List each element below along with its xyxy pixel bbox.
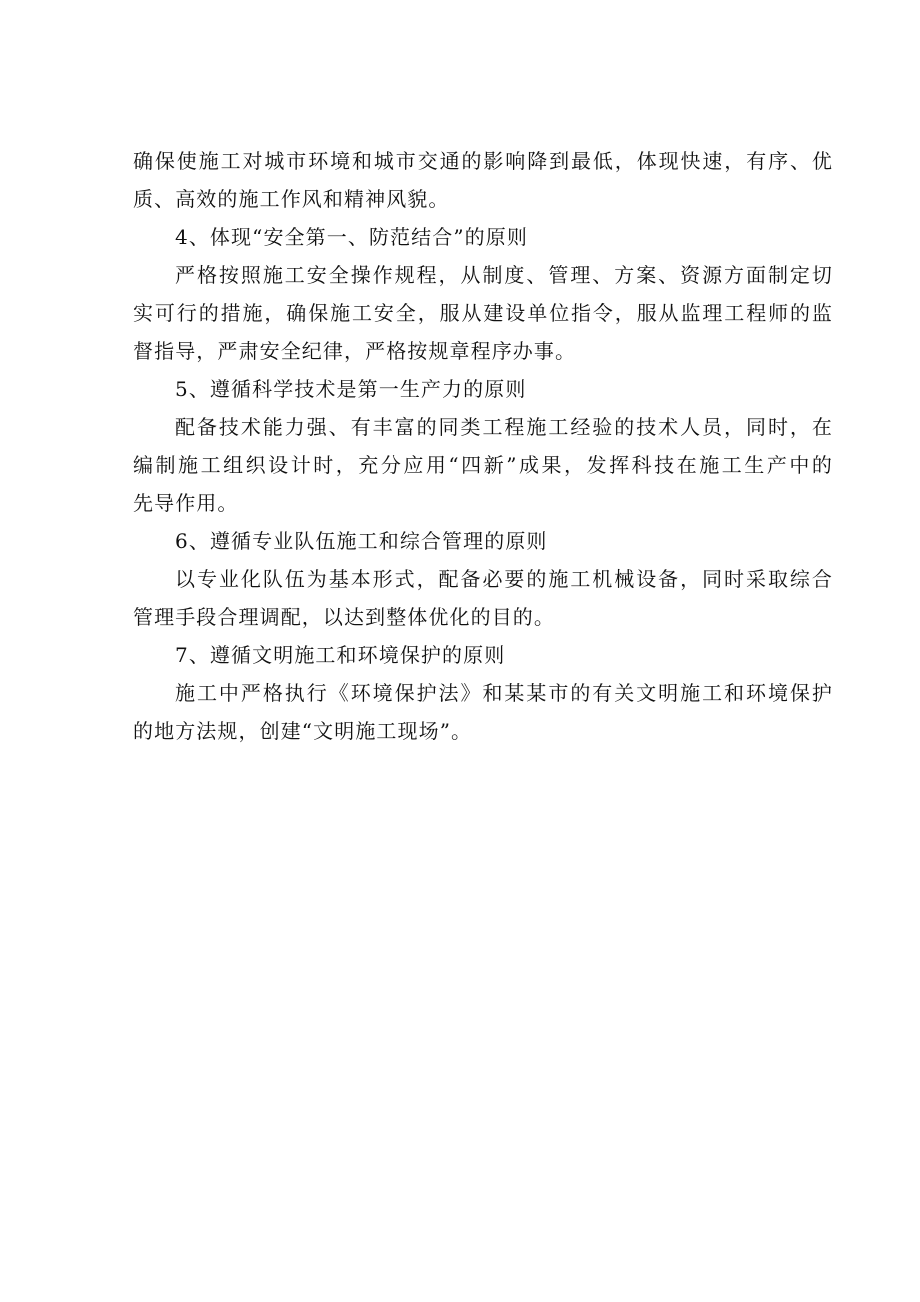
section-paragraph-6 — [133, 560, 833, 636]
paragraph-line: 实可行的措施，确保施工安全，服从建设单位指令，服从监理工程师的监 — [133, 301, 833, 325]
section-heading-7: 7、遵循文明施工和环境保护的原则 — [175, 643, 506, 667]
paragraph-line: 管理手段合理调配，以达到整体优化的目的。 — [133, 605, 555, 629]
intro-paragraph — [133, 142, 833, 218]
paragraph-line: 质、高效的施工作风和精神风貌。 — [133, 187, 450, 211]
paragraph-line: 督指导，严肃安全纪律，严格按规章程序办事。 — [133, 339, 577, 363]
paragraph-line: 施工中严格执行《环境保护法》和某某市的有关文明施工和环境保护 — [175, 681, 833, 705]
section-heading-6: 6、遵循专业队伍施工和综合管理的原则 — [175, 529, 548, 553]
paragraph-line: 严格按照施工安全操作规程，从制度、管理、方案、资源方面制定切 — [175, 263, 833, 287]
paragraph-line: 编制施工组织设计时，充分应用“四新”成果，发挥科技在施工生产中的 — [133, 453, 833, 477]
paragraph-line: 确保使施工对城市环境和城市交通的影响降到最低，体现快速，有序、优 — [133, 149, 833, 173]
paragraph-line: 的地方法规，创建“文明施工现场”。 — [133, 719, 473, 743]
section-heading-5: 5、遵循科学技术是第一生产力的原则 — [175, 377, 527, 401]
section-heading-4: 4、体现“安全第一、防范结合”的原则 — [175, 225, 528, 249]
paragraph-line: 以专业化队伍为基本形式，配备必要的施工机械设备，同时采取综合 — [175, 567, 833, 591]
section-paragraph-7 — [133, 674, 833, 750]
paragraph-line: 配备技术能力强、有丰富的同类工程施工经验的技术人员，同时，在 — [175, 415, 833, 439]
section-paragraph-4 — [133, 256, 833, 370]
section-paragraph-5 — [133, 408, 833, 522]
document-page — [133, 142, 833, 750]
paragraph-line: 先导作用。 — [133, 491, 239, 515]
